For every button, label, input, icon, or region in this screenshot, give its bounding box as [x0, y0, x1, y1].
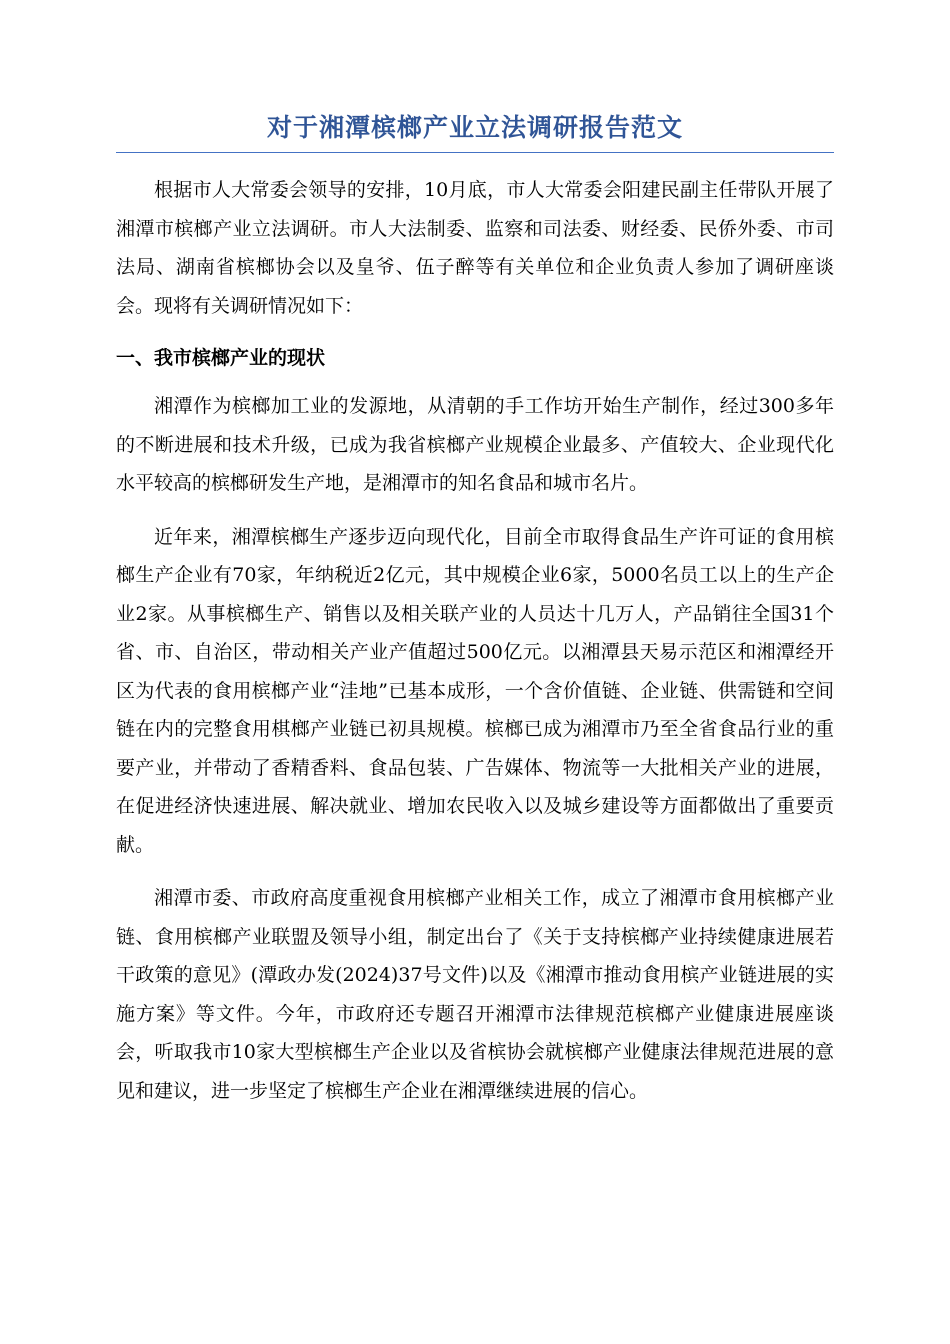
section-paragraph-1: 湘潭作为槟榔加工业的发源地，从清朝的手工作坊开始生产制作，经过300多年的不断进展和技术升级，已成为我省槟榔产业规模企业最多、产值较大、企业现代化水平较高的槟榔研发生产地，是湘潭市的知名食品和城市名片。 [116, 395, 834, 494]
section-heading: 一、我市槟榔产业的现状 [116, 347, 326, 369]
section-paragraph-2: 近年来，湘潭槟榔生产逐步迈向现代化，目前全市取得食品生产许可证的食用槟榔生产企业有70家，年纳税近2亿元，其中规模企业6家，5000名员工以上的生产企业2家。从事槟榔生产、销售以及相关联产业的人员达十几万人，产品销往全国31个省、市、自治区，带动相关产业产值超过500亿元。以湘潭县天易示范区和湘潭经开区为代表的食用槟榔产业“洼地”已基本成形，一个含价值链、企业链、供需链和空间链在内的完整食用棋榔产业链已初具规模。槟榔已成为湘潭市乃至全省食品行业的重要产业，并带动了香精香料、食品包装、广告媒体、物流等一大批相关产业的进展，在促进经济快速进展、解决就业、增加农民收入以及城乡建设等方面都做出了重要贡献。 [116, 525, 834, 856]
section-paragraph-3: 湘潭市委、市政府高度重视食用槟榔产业相关工作，成立了湘潭市食用槟榔产业链、食用槟榔产业联盟及领导小组，制定出台了《关于支持槟榔产业持续健康进展若干政策的意见》(潭政办发(2024)37号文件)以及《湘潭市推动食用槟产业链进展的实施方案》等文件。今年，市政府还专题召开湘潭市法律规范槟榔产业健康进展座谈会，听取我市10家大型槟榔生产企业以及省槟协会就槟榔产业健康法律规范进展的意见和建议，进一步坚定了槟榔生产企业在湘潭继续进展的信心。 [116, 887, 834, 1102]
document-title: 对于湘潭槟榔产业立法调研报告范文 [116, 110, 834, 153]
document-body [116, 110, 834, 1110]
intro-paragraph: 根据市人大常委会领导的安排，10月底，市人大常委会阳建民副主任带队开展了湘潭市槟榔产业立法调研。市人大法制委、监察和司法委、财经委、民侨外委、市司法局、湖南省槟榔协会以及皇爷、伍子醉等有关单位和企业负责人参加了调研座谈会。现将有关调研情况如下： [116, 179, 834, 317]
